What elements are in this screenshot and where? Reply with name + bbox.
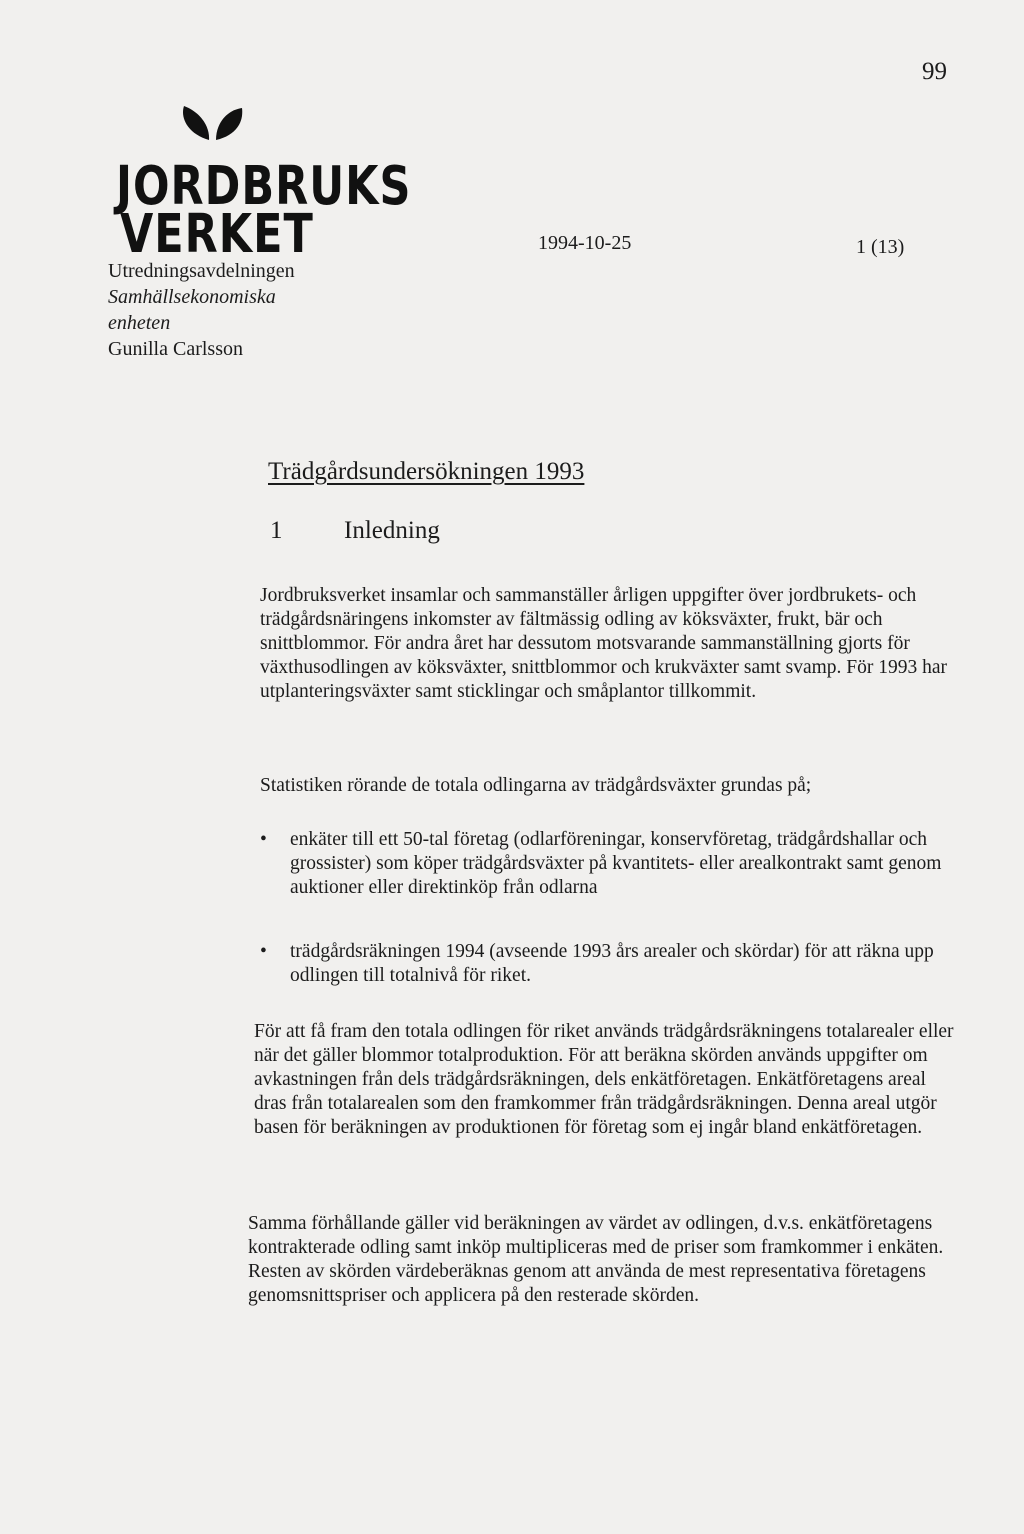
- document-date: 1994-10-25: [538, 232, 632, 254]
- section-heading: [270, 517, 440, 545]
- page-number: 99: [922, 58, 947, 85]
- logo-text-line2: VERKET: [120, 203, 314, 266]
- document-title: Trädgårdsundersökningen 1993: [268, 458, 585, 485]
- paragraph-value: Samma förhållande gäller vid beräkningen av värdet av odlingen, d.v.s. enkätföretagens kontrakterade odling samt inköp multipliceras med de priser som framkommer i enkäten. Resten av skörden värdeberäknas genom att använda de mest representativa företagens genomsnittspriser och applicera på den resterade skörden.: [248, 1213, 944, 1306]
- section-title: Inledning: [344, 517, 440, 544]
- list-item-text: enkäter till ett 50-tal företag (odlarföreningar, konservföretag, trädgårdshallar och grossister) som köper trädgårdsväxter på kvantitets- eller arealkontrakt samt genom auktioner eller direktinköp från odlarna: [290, 829, 942, 898]
- paragraph-method: För att få fram den totala odlingen för riket används trädgårdsräkningens totalarealer eller när det gäller blommor totalproduktion. För att beräkna skörden används uppgifter om avkastningen från dels trädgårdsräkningen, dels enkätföretagen. Enkätföretagens areal dras från totalarealen som den framkommer från trädgårdsräkningen. Denna areal utgör basen för beräkningen av produktionen för företag som ej ingår bland enkätföretagen.: [254, 1021, 954, 1138]
- unit-line2: enheten: [108, 312, 171, 334]
- author: Gunilla Carlsson: [108, 338, 243, 360]
- sender-block: [108, 258, 295, 362]
- bullet-marker: •: [260, 829, 267, 850]
- paragraph-intro: Jordbruksverket insamlar och sammanställer årligen uppgifter över jordbrukets- och trädgårdsnäringens inkomster av fältmässig odling av köksväxter, frukt, bär och snittblommor. För andra året har dessutom motsvarande sammanställning gjorts för växthusodlingen av köksväxter, snittblommor och krukväxter samt svamp. För 1993 har utplanteringsväxter samt sticklingar och småplantor tillkommit.: [260, 585, 948, 702]
- leaves-icon: [178, 104, 248, 144]
- paragraph-statistics: Statistiken rörande de totala odlingarna av trädgårdsväxter grundas på;: [260, 775, 812, 796]
- section-number: 1: [270, 517, 283, 544]
- department: Utredningsavdelningen: [108, 260, 295, 282]
- list-item: [260, 940, 950, 988]
- unit-line1: Samhällsekonomiska: [108, 286, 276, 308]
- bullet-marker: •: [260, 941, 267, 962]
- page-info: 1 (13): [856, 236, 905, 258]
- list-item-text: trädgårdsräkningen 1994 (avseende 1993 års arealer och skördar) för att räkna upp odlingen till totalnivå för riket.: [290, 941, 934, 986]
- logo-text-line1: JORDBRUKS: [116, 155, 412, 218]
- list-item: [260, 828, 960, 900]
